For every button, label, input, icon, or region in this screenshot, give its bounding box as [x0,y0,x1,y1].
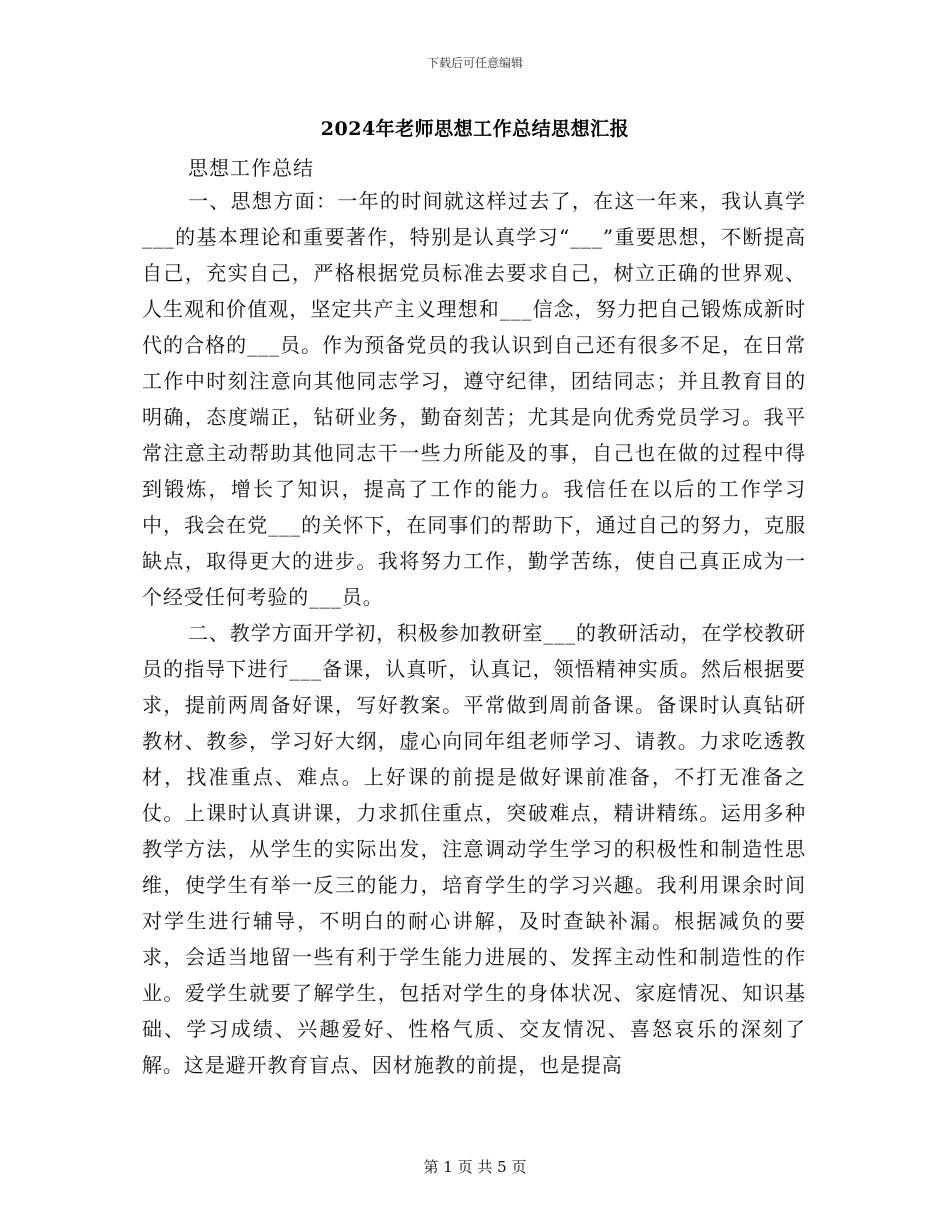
header-note: 下载后可任意编辑 [426,56,523,70]
paragraph-ideology: 一、思想方面：一年的时间就这样过去了，在这一年来，我认真学___的基本理论和重要著作，特别是认真学习“___”重要思想，不断提高自己，充实自己，严格根据党员标准去要求自己，树立正确的世界观、人生观和价值观，坚定共产主义理想和___信念，努力把自己锻炼成新时代的合格的___员。作为预备党员的我认识到自己还有很多不足，在日常工作中时刻注意向其他同志学习，遵守纪律，团结同志；并且教育目的明确，态度端正，钻研业务，勤奋刻苦；尤其是向优秀党员学习。我平常注意主动帮助其他同志干一些力所能及的事，自己也在做的过程中得到锻炼，增长了知识，提高了工作的能力。我信任在以后的工作学习中，我会在党___的关怀下，在同事们的帮助下，通过自己的努力，克服缺点，取得更大的进步。我将努力工作，勤学苦练，使自己真正成为一个经受任何考验的___员。 [142,189,806,609]
paragraph-teaching: 二、教学方面开学初，积极参加教研室___的教研活动，在学校教研员的指导下进行___备课，认真听，认真记，领悟精神实质。然后根据要求，提前两周备好课，写好教案。平常做到周前备课。备课时认真钻研教材、教参，学习好大纲，虚心向同年组老师学习、请教。力求吃透教材，找准重点、难点。上好课的前提是做好课前准备，不打无准备之仗。上课时认真讲课，力求抓住重点，突破难点，精讲精练。运用多种教学方法，从学生的实际出发，注意调动学生学习的积极性和制造性思维，使学生有举一反三的能力，培育学生的学习兴趣。我利用课余时间对学生进行辅导，不明白的耐心讲解，及时查缺补漏。根据减负的要求，会适当地留一些有利于学生能力进展的、发挥主动性和制造性的作业。爱学生就要了解学生，包括对学生的身体状况、家庭情况、知识基础、学习成绩、兴趣爱好、性格气质、交友情况、喜怒哀乐的深刻了解。这是避开教育盲点、因材施教的前提，也是提高 [142,621,806,1077]
document-title: 2024年老师思想工作总结思想汇报 [320,118,630,140]
page-number-footer: 第 1 页 共 5 页 [423,1158,527,1176]
section-heading: 思想工作总结 [188,156,314,180]
document-body [142,183,806,1083]
